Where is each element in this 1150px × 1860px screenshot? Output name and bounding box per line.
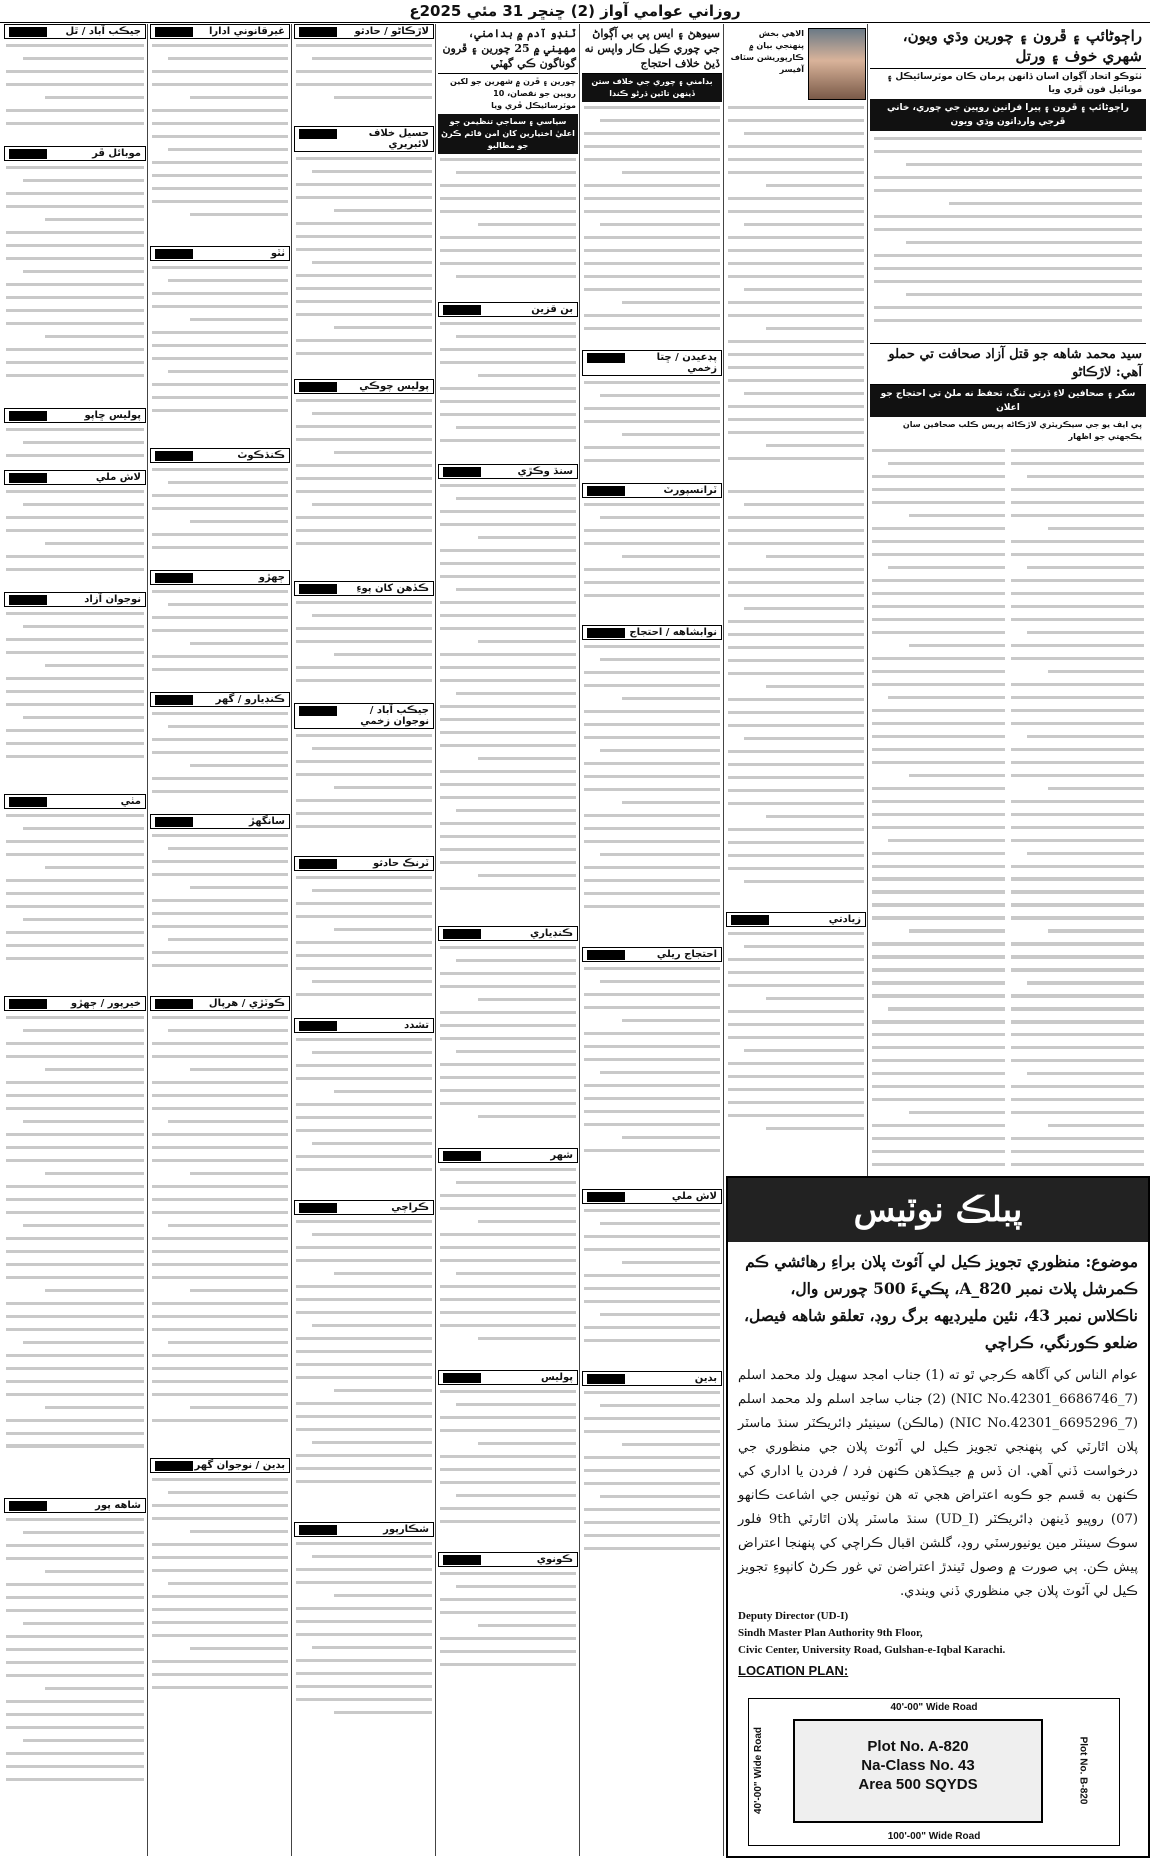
story-body	[4, 426, 146, 470]
heading-text: ٽرانسپورٽ	[663, 485, 717, 496]
story-body	[438, 1388, 578, 1552]
section-heading	[438, 302, 578, 317]
story-body	[582, 965, 722, 1189]
section-heading	[294, 126, 434, 152]
section-heading	[4, 1498, 146, 1513]
plot-area: Area 500 SQYDS	[858, 1776, 978, 1793]
heading-text: لاڙڪاڻو / حادثو	[354, 26, 429, 37]
heading-text: شاهه پور	[95, 1500, 141, 1511]
section-heading	[294, 24, 434, 39]
section-heading	[294, 1200, 434, 1215]
subhead-1: ٺٽوڪو اتحاد آڳوان اسان ڏانهن پرمان ڪان موٽرسائيڪل ۽ موبائيل فون ڦري ويا	[886, 72, 1142, 95]
heading-text: ڪراچي	[391, 1202, 429, 1213]
notice-signature-1: Deputy Director (UD-I)	[738, 1610, 849, 1622]
story-body	[4, 164, 146, 408]
section-heading	[4, 996, 146, 1011]
story-body	[294, 397, 434, 581]
section-heading	[294, 379, 434, 394]
story-body	[294, 874, 434, 1018]
portrait-photo	[808, 28, 866, 100]
story-body	[294, 599, 434, 703]
story-body	[438, 1166, 578, 1370]
section-heading	[150, 1458, 290, 1473]
notice-body: عوام الناس کي آگاهه ڪرجي ٿو ته (1) جناب امجد سهيل ولد محمد اسلم (NIC No.42301_6686746_7) (2) جناب ساجد اسلم ولد محمد اسلم (NIC No.42301_6695296_7) (مالڪن) سينيئر ڊائريڪٽر سنڌ ماسٽر پلان اٿارٽي کي پنهنجي تجويز ڪيل لي آئوٽ پلان جي منظوري جي درخواست ڏني آهي. ان ڏس ۾ جيڪڏهن ڪنهن فرد / فردن يا اداري کي ڪنهن به قسم جو ڪوبه اعتراض هجي ته هن نوٽيس جي اشاعت ڪانهو (07) روپيو ڏينهن ڊائريڪٽر (UD_I) سنڌ ماسٽر پلان اٿارٽي 9th فلور سوڪ سينٽر مين يونيورسٽي روڊ، گلشن اقبال ڪراچي کي پنهنجا اعتراض پيش ڪن. ٻي صورت ۾ وصول ٿيندڙ اعتراضن تي غور ڪرڻ کانپوءِ تجويز ڪيل لي آئوٽ پلان جي منظوري ڏني ويندي.	[738, 1368, 1139, 1599]
bar-2: سکر ۽ صحافين لاءِ ڏرتي تنگ، تحفظ نه ملڻ تي احتجاج جو اعلان	[870, 385, 1146, 417]
column-3	[582, 24, 722, 1856]
masthead: روزاني عوامي آواز (2) ڇنڇر 31 مئي 2025ع	[0, 0, 1150, 23]
column-4	[438, 24, 578, 1856]
story-body	[582, 1389, 722, 1593]
column-5	[294, 24, 434, 1856]
column-2	[726, 24, 866, 1172]
section-heading	[294, 856, 434, 871]
public-notice	[726, 1176, 1150, 1858]
heading-text: مٺي	[120, 796, 141, 807]
column-rule	[291, 24, 292, 1856]
heading-text: بن قزين	[531, 304, 573, 315]
section-heading	[4, 470, 146, 485]
heading-text: جيڪب آباد / ٿل	[65, 26, 141, 37]
story-body	[4, 812, 146, 996]
bar-col3: چورين ۽ ڦرن ۾ شهرين جو لکين روپين جو نقصان، 10 موٽرسائيڪل ڦري ويا	[450, 77, 576, 110]
notice-subject: موضوع: منظوري تجويز ڪيل لي آئوٽ پلان براءِ رهائشي ڪم ڪمرشل پلاٽ نمبر A_820، پڪيءَ 500 چورس وال، ناڪلاس نمبر 43، نئين مليرڊيهه برگ روڊ، تعلقو شاهه فيصل، ضلعو ڪورنگي، ڪراچي	[744, 1252, 1138, 1352]
story-body	[294, 1218, 434, 1522]
section-heading	[438, 464, 578, 479]
story-body	[726, 104, 866, 488]
section-heading	[4, 408, 146, 423]
story-body	[294, 732, 434, 856]
story-body	[150, 1014, 290, 1458]
story-body	[438, 1570, 578, 1694]
heading-text: موبائل ڦر	[92, 148, 141, 159]
story-body	[294, 155, 434, 379]
top-road-label: 40'-00" Wide Road	[890, 1702, 978, 1713]
heading-text: لاش ملي	[671, 1191, 717, 1202]
story-body	[582, 379, 722, 483]
column-7	[4, 24, 146, 1856]
story-body	[438, 944, 578, 1148]
section-heading	[582, 350, 722, 376]
section-heading	[294, 1018, 434, 1033]
left-road-label: 40'-00" Wide Road	[753, 1726, 765, 1815]
headline-col2: سيوهڻ ۽ ايس پي بي آڳواڻ جي چوري ڪيل ڪار واپس نه ڏيڻ خلاف احتجاج	[582, 24, 722, 74]
notice-signature-2: Sindh Master Plan Authority 9th Floor,	[738, 1627, 923, 1639]
column-rule	[435, 24, 436, 1856]
plot-class: Na-Class No. 43	[861, 1757, 975, 1774]
column-6	[150, 24, 290, 1856]
story-body	[582, 102, 722, 350]
notice-title: پبلڪ نوٽيس	[728, 1178, 1148, 1242]
column-rule	[723, 24, 724, 1856]
story-body	[4, 1014, 146, 1498]
section-heading	[150, 246, 290, 261]
story-body	[582, 1207, 722, 1371]
section-heading	[438, 1370, 578, 1385]
heading-text: احتجاج ريلي	[656, 949, 717, 960]
story-body	[150, 466, 290, 570]
heading-text: سنڌ وڪڙي	[517, 466, 573, 477]
headline-2: سيد محمد شاهه جو قتل آزاد صحافت تي حملو آهي: لاڙڪاڻو	[870, 343, 1146, 385]
headline-1: راڄوڻائپ ۽ ڦرون ۽ چورين وڌي ويون، شهري خوف ۽ ورتل	[870, 24, 1146, 69]
heading-text: لاش ملي	[95, 472, 141, 483]
heading-text: ڪوٽڙي / هرپال	[208, 998, 285, 1009]
heading-text: غيرقانوني ادارا	[209, 26, 285, 37]
section-heading	[294, 1522, 434, 1537]
story-body	[150, 264, 290, 448]
story-body	[582, 643, 722, 947]
section-heading	[294, 581, 434, 596]
heading-text: جيڪب آباد / نوجوان زخمي	[360, 705, 429, 727]
section-heading	[582, 947, 722, 962]
story-body	[4, 610, 146, 794]
section-heading	[438, 1552, 578, 1567]
location-plan	[748, 1698, 1120, 1846]
location-plan-title: LOCATION PLAN:	[738, 1663, 849, 1678]
heading-text: ڪنڌڪوٽ	[237, 450, 285, 461]
section-heading	[294, 703, 434, 729]
heading-text: نوجوان آزاد	[84, 594, 141, 605]
story-body	[150, 42, 290, 246]
notice-signature-3: Civic Center, University Road, Gulshan-e-Iqbal Karachi.	[738, 1644, 1006, 1656]
story-body	[582, 501, 722, 625]
section-heading	[150, 24, 290, 39]
story-body	[150, 832, 290, 996]
section-heading	[582, 625, 722, 640]
bar-1: راڄوڻائپ ۽ ڦرون ۽ پيرا فرانين روپين جي چوري، خاني ڦرجي وارداتون وڌي ويون	[870, 99, 1146, 131]
heading-text: حسيل خلاف لائبريري	[368, 128, 429, 150]
section-heading	[150, 996, 290, 1011]
story-body	[726, 930, 866, 1154]
heading-text: نوابشاهه / احتجاج	[629, 627, 717, 638]
bar-col2: بدامني ۽ چوري جي خلاف ستن ڏينهن تائين ڌرڻو ڪندا	[582, 74, 722, 102]
section-heading	[438, 926, 578, 941]
section-heading	[150, 448, 290, 463]
heading-text: ٺٽو	[270, 248, 285, 259]
heading-text: بدين / نوجوان گهر	[194, 1460, 285, 1471]
heading-text: تشدد	[404, 1020, 429, 1031]
section-heading	[4, 592, 146, 607]
heading-text: شهر	[550, 1150, 573, 1161]
heading-text: ڪڏهن کان پوءِ	[356, 583, 429, 594]
heading-text: پوليس ڇاپو	[84, 410, 141, 421]
plot-number: Plot No. A-820	[867, 1738, 969, 1755]
heading-text: پوليس	[541, 1372, 573, 1383]
story-body	[438, 154, 578, 302]
heading-text: شڪارپور	[383, 1524, 429, 1535]
story-body	[4, 488, 146, 592]
heading-text: خيرپور / ڄهڙو	[70, 998, 141, 1009]
heading-text: ڄهڙو	[258, 572, 285, 583]
heading-text: ڪنڊياري	[529, 928, 573, 939]
heading-text: ڪونوي	[536, 1554, 573, 1565]
section-heading	[582, 483, 722, 498]
section-heading	[150, 570, 290, 585]
heading-text: ڪنڊيارو / گهر	[215, 694, 285, 705]
column-rule	[579, 24, 580, 1856]
story-body	[726, 488, 866, 912]
story-body	[150, 1476, 290, 1720]
section-heading	[4, 794, 146, 809]
section-heading	[726, 912, 866, 927]
story-body	[438, 320, 578, 464]
story-body	[294, 1036, 434, 1200]
story-body	[4, 42, 146, 146]
story-body	[294, 42, 434, 126]
story-body	[4, 1516, 146, 1820]
headline-col3: ٽنڊو آدم ۾ بدامني، مهيني ۾ 25 چورين ۽ ڦرون گوناگون ڪي گهٽي	[438, 24, 578, 74]
section-heading	[4, 146, 146, 161]
bottom-road-label: 100'-00" Wide Road	[887, 1831, 981, 1842]
story-body	[438, 482, 578, 926]
section-heading	[582, 1189, 722, 1204]
column-rule	[147, 24, 148, 1856]
heading-text: بدين	[694, 1373, 717, 1384]
heading-text: زيادتي	[828, 914, 861, 925]
sub-2: پي ايف يو جي سيڪريٽري لاڙڪاڻه پريس ڪلب صحافين سان يڪجهتي جو اظهار	[902, 420, 1142, 441]
heading-text: پوليس چوڪي	[359, 381, 429, 392]
story-body	[870, 131, 1146, 343]
story-body	[150, 588, 290, 692]
section-heading	[150, 814, 290, 829]
story-body	[150, 710, 290, 814]
section-heading	[4, 24, 146, 39]
heading-text: سانگهڙ	[249, 816, 285, 827]
heading-text: ٽرنڪ حادثو	[372, 858, 429, 869]
heading-text: پڊعيدن / ڇتا زخمي	[656, 352, 717, 374]
section-heading	[438, 1148, 578, 1163]
story-body	[294, 1540, 434, 1744]
section-heading	[150, 692, 290, 707]
photo-caption: الاهي بخش پنهنجي بيان ۾ ڪارپوريشن سٽاف آفيسر	[730, 29, 804, 74]
section-heading	[582, 1371, 722, 1386]
plot-box	[793, 1719, 1043, 1823]
bar2-col3: سياسي ۽ سماجي تنظيمن جو اعليٰ اختيارين کان امن قائم ڪرڻ جو مطالبو	[438, 114, 578, 154]
adjacent-plot-label: Plot No. B-820	[1077, 1736, 1089, 1805]
